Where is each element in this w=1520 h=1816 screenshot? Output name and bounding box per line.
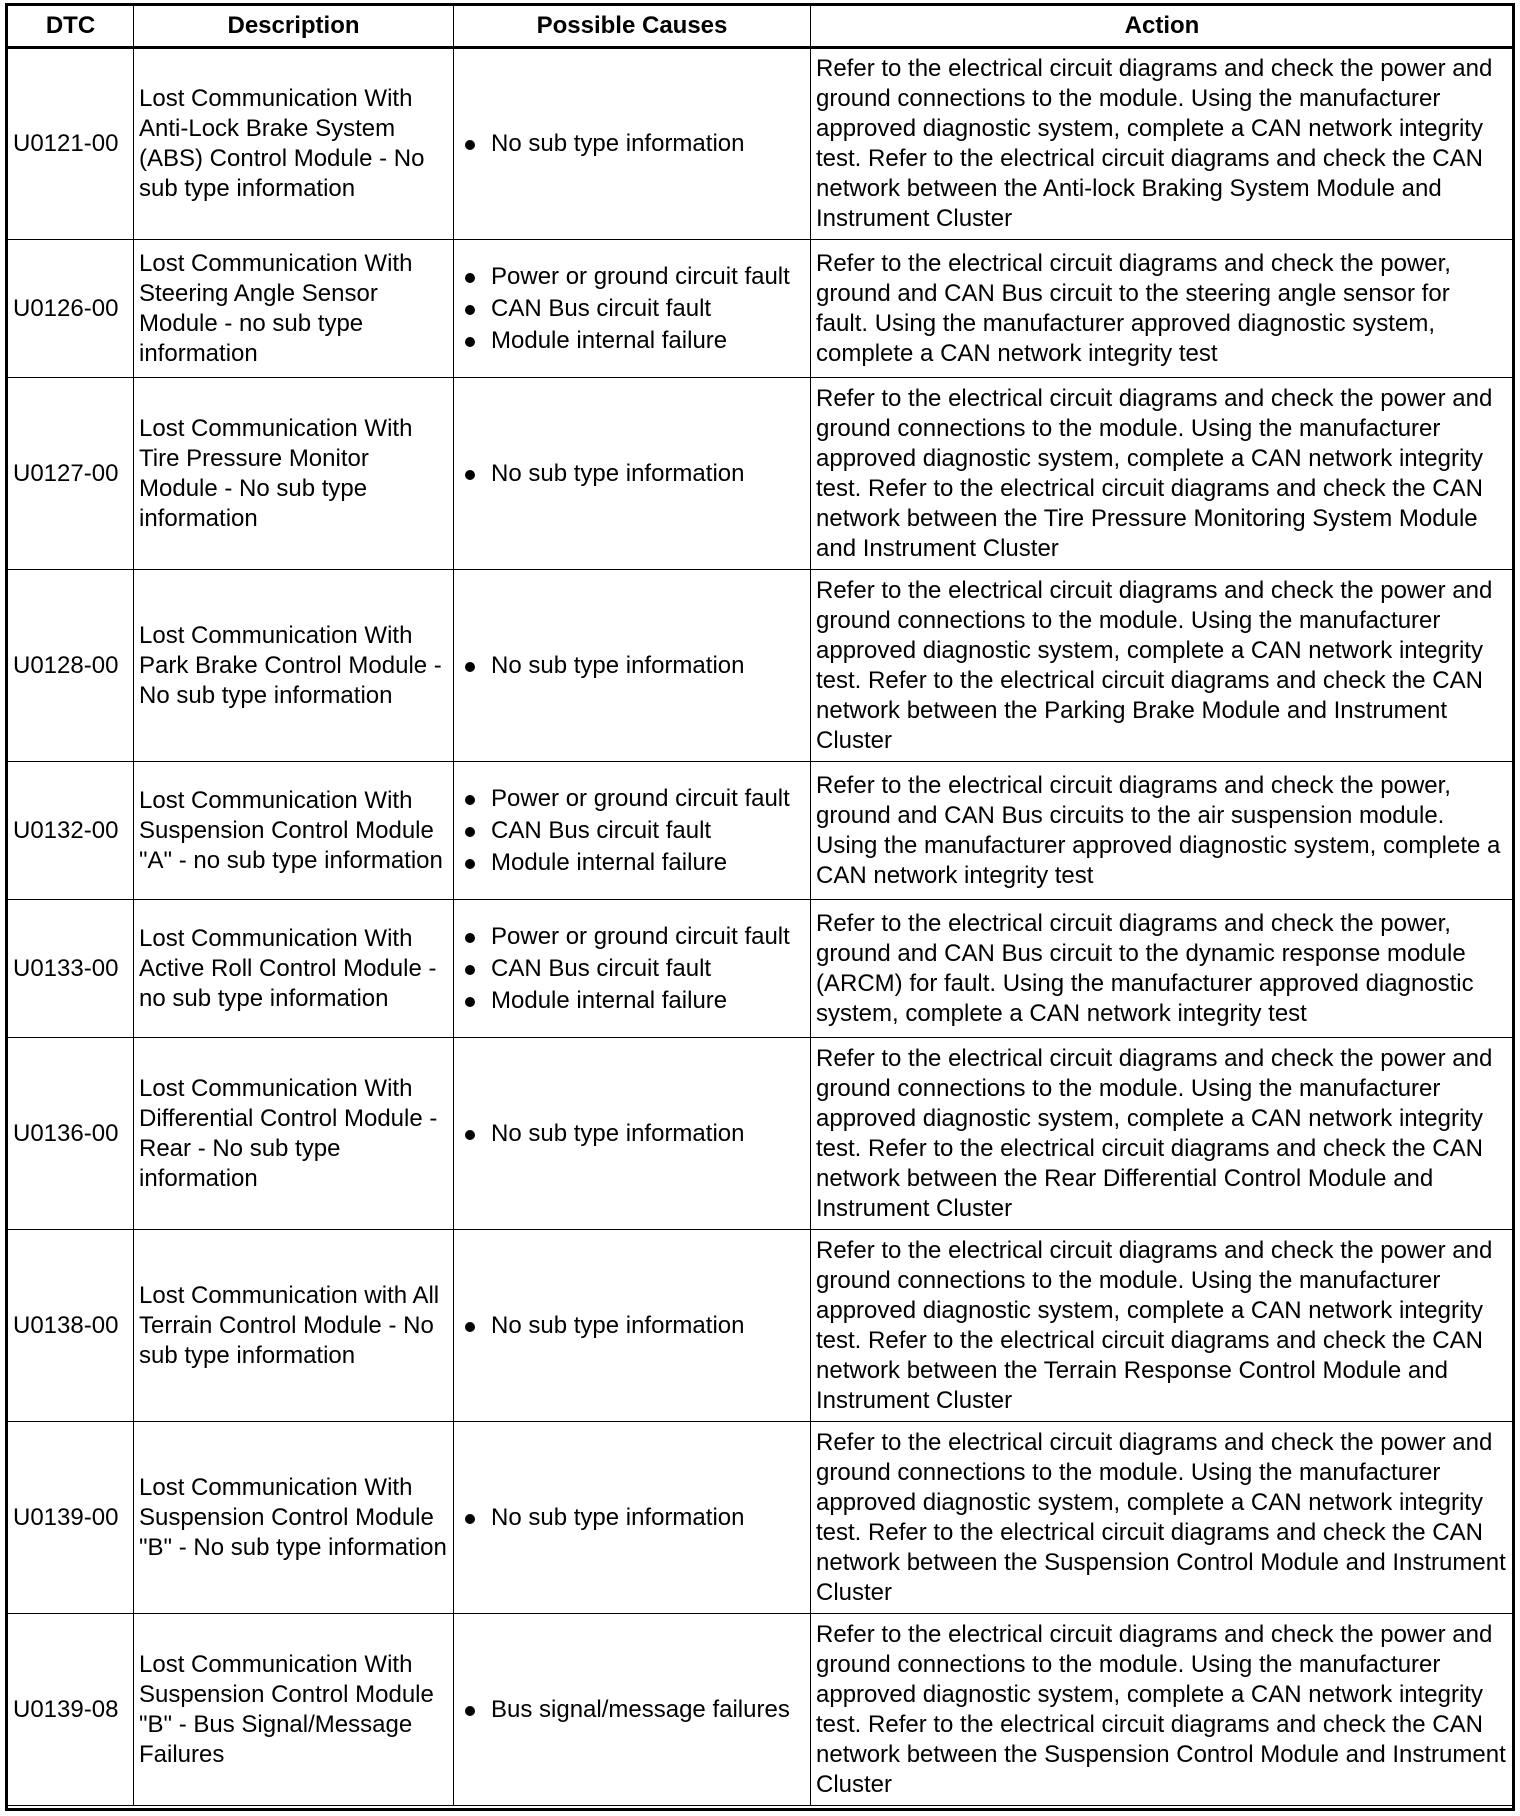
description-cell: Lost Communication With Anti-Lock Brake System (ABS) Control Module - No sub type information — [134, 48, 454, 240]
header-description: Description — [134, 6, 454, 48]
cause-list-item — [459, 1311, 805, 1341]
cause-list-item — [459, 326, 805, 356]
cause-list-item — [459, 459, 805, 489]
dtc-code-cell: U0139-08 — [8, 1614, 134, 1806]
causes-list — [459, 651, 805, 681]
bullet-icon — [465, 795, 475, 805]
bullet-icon — [465, 470, 475, 480]
possible-causes-cell — [454, 1230, 811, 1422]
cause-list-item — [459, 1695, 805, 1725]
description-cell: Lost Communication With Park Brake Control Module - No sub type information — [134, 570, 454, 762]
action-cell: Refer to the electrical circuit diagrams and check the power and ground connections to the module. Using the manufacturer approved diagnostic system, complete a CAN network integrity test. Refer to the electrical circuit diagrams and check the CAN network between the Parking Brake Module and Instrument Cluster — [811, 570, 1514, 762]
dtc-code-cell: U0138-00 — [8, 1230, 134, 1422]
dtc-code-cell: U0139-00 — [8, 1422, 134, 1614]
bullet-icon — [465, 1130, 475, 1140]
bullet-icon — [465, 140, 475, 150]
table-row — [8, 1614, 1514, 1806]
bullet-icon — [465, 1322, 475, 1332]
cause-text: Module internal failure — [491, 986, 728, 1014]
action-cell: Refer to the electrical circuit diagrams and check the power and ground connections to the module. Using the manufacturer approved diagnostic system, complete a CAN network integrity test. Refer to the electrical circuit diagrams and check the CAN network between the Rear Differential Control Module and Instrument Cluster — [811, 1038, 1514, 1230]
description-cell: Lost Communication With Suspension Control Module "A" - no sub type information — [134, 762, 454, 900]
description-cell: Lost Communication With Suspension Control Module "B" - No sub type information — [134, 1422, 454, 1614]
cause-text: Bus signal/message failures — [491, 1695, 790, 1723]
description-cell: Lost Communication With Steering Angle Sensor Module - no sub type information — [134, 240, 454, 378]
bullet-icon — [465, 337, 475, 347]
cause-text: CAN Bus circuit fault — [491, 816, 712, 844]
table-row — [8, 762, 1514, 900]
causes-list — [459, 784, 805, 878]
cause-text: No sub type information — [491, 130, 745, 157]
causes-list — [459, 262, 805, 356]
cause-list-item — [459, 784, 805, 814]
action-cell: Refer to the electrical circuit diagrams and check the power and ground connections to the module. Using the manufacturer approved diagnostic system, complete a CAN network integrity test. Refer to the electrical circuit diagrams and check the CAN network between the Suspension Control Module and Instrument Cluster — [811, 1614, 1514, 1806]
cause-text: No sub type information — [491, 651, 745, 679]
cause-text: Module internal failure — [491, 848, 728, 876]
possible-causes-cell — [454, 1038, 811, 1230]
cause-text: No sub type information — [491, 459, 745, 487]
bullet-icon — [465, 273, 475, 283]
header-action: Action — [811, 6, 1514, 48]
table-row — [8, 1422, 1514, 1614]
dtc-code-cell: U0126-00 — [8, 240, 134, 378]
cause-list-item — [459, 922, 805, 952]
cause-list-item — [459, 986, 805, 1016]
action-cell: Refer to the electrical circuit diagrams and check the power, ground and CAN Bus circuit to the dynamic response module (ARCM) for fault. Using the manufacturer approved diagnostic system, complete a CAN network integrity test — [811, 900, 1514, 1038]
possible-causes-cell — [454, 378, 811, 570]
cause-list-item — [459, 1119, 805, 1149]
causes-list — [459, 1503, 805, 1533]
bullet-icon — [465, 1514, 475, 1524]
bullet-icon — [465, 933, 475, 943]
cause-list-item — [459, 294, 805, 324]
cause-text: Module internal failure — [491, 326, 728, 354]
bullet-icon — [465, 827, 475, 837]
possible-causes-cell — [454, 1614, 811, 1806]
cause-text: No sub type information — [491, 1119, 745, 1147]
bullet-icon — [465, 1706, 475, 1716]
causes-list — [459, 1695, 805, 1725]
possible-causes-cell — [454, 570, 811, 762]
causes-list — [459, 922, 805, 1016]
bullet-icon — [465, 965, 475, 975]
table-row — [8, 240, 1514, 378]
table-row — [8, 570, 1514, 762]
action-cell: Refer to the electrical circuit diagrams and check the power and ground connections to the module. Using the manufacturer approved diagnostic system, complete a CAN network integrity test. Refer to the electrical circuit diagrams and check the CAN network between the Suspension Control Module and Instrument Cluster — [811, 1422, 1514, 1614]
cause-text: No sub type information — [491, 1503, 745, 1531]
description-cell: Lost Communication With Tire Pressure Monitor Module - No sub type information — [134, 378, 454, 570]
action-cell: Refer to the electrical circuit diagrams and check the power and ground connections to the module. Using the manufacturer approved diagnostic system, complete a CAN network integrity test. Refer to the electrical circuit diagrams and check the CAN network between the Tire Pressure Monitoring System Module and Instrument Cluster — [811, 378, 1514, 570]
bullet-icon — [465, 859, 475, 869]
bullet-icon — [465, 662, 475, 672]
cause-list-item — [459, 262, 805, 292]
dtc-code-cell: U0127-00 — [8, 378, 134, 570]
table-body — [8, 48, 1514, 1806]
cause-text: Power or ground circuit fault — [491, 784, 790, 812]
possible-causes-cell — [454, 48, 811, 240]
table-row — [8, 48, 1514, 240]
cause-text: Power or ground circuit fault — [491, 262, 790, 290]
causes-list — [459, 1311, 805, 1341]
description-cell: Lost Communication With Differential Control Module - Rear - No sub type information — [134, 1038, 454, 1230]
possible-causes-cell — [454, 900, 811, 1038]
dtc-code-cell: U0132-00 — [8, 762, 134, 900]
dtc-code-cell: U0121-00 — [8, 48, 134, 240]
possible-causes-cell — [454, 762, 811, 900]
cause-list-item — [459, 848, 805, 878]
cause-text: CAN Bus circuit fault — [491, 294, 712, 322]
table-row — [8, 1230, 1514, 1422]
table-row — [8, 900, 1514, 1038]
causes-list — [459, 459, 805, 489]
table-row — [8, 1038, 1514, 1230]
cause-list-item — [459, 129, 805, 159]
bullet-icon — [465, 997, 475, 1007]
bullet-icon — [465, 305, 475, 315]
cause-text: Power or ground circuit fault — [491, 922, 790, 950]
header-possible-causes: Possible Causes — [454, 6, 811, 48]
action-cell: Refer to the electrical circuit diagrams and check the power, ground and CAN Bus circuit to the steering angle sensor for fault. Using the manufacturer approved diagnostic system, complete a CAN network integrity test — [811, 240, 1514, 378]
description-cell: Lost Communication With Suspension Control Module "B" - Bus Signal/Message Failures — [134, 1614, 454, 1806]
table-header-row — [8, 6, 1514, 48]
description-cell: Lost Communication With Active Roll Control Module - no sub type information — [134, 900, 454, 1038]
cause-list-item — [459, 816, 805, 846]
action-cell: Refer to the electrical circuit diagrams and check the power and ground connections to the module. Using the manufacturer approved diagnostic system, complete a CAN network integrity test. Refer to the electrical circuit diagrams and check the CAN network between the Terrain Response Control Module and Instrument Cluster — [811, 1230, 1514, 1422]
cause-text: No sub type information — [491, 1311, 745, 1339]
cause-text: CAN Bus circuit fault — [491, 954, 712, 982]
action-cell: Refer to the electrical circuit diagrams and check the power and ground connections to the module. Using the manufacturer approved diagnostic system, complete a CAN network integrity test. Refer to the electrical circuit diagrams and check the CAN network between the Anti-lock Braking System Module and Instrument Cluster — [811, 48, 1514, 240]
causes-list — [459, 1119, 805, 1149]
table-row — [8, 378, 1514, 570]
cause-list-item — [459, 1503, 805, 1533]
possible-causes-cell — [454, 240, 811, 378]
possible-causes-cell — [454, 1422, 811, 1614]
causes-list — [459, 129, 805, 159]
dtc-code-cell: U0128-00 — [8, 570, 134, 762]
header-dtc: DTC — [8, 6, 134, 48]
dtc-code-cell: U0133-00 — [8, 900, 134, 1038]
cause-list-item — [459, 954, 805, 984]
dtc-code-cell: U0136-00 — [8, 1038, 134, 1230]
action-cell: Refer to the electrical circuit diagrams and check the power, ground and CAN Bus circuits to the air suspension module. Using the manufacturer approved diagnostic system, complete a CAN network integrity test — [811, 762, 1514, 900]
description-cell: Lost Communication with All Terrain Control Module - No sub type information — [134, 1230, 454, 1422]
cause-list-item — [459, 651, 805, 681]
dtc-table — [7, 5, 1514, 1806]
